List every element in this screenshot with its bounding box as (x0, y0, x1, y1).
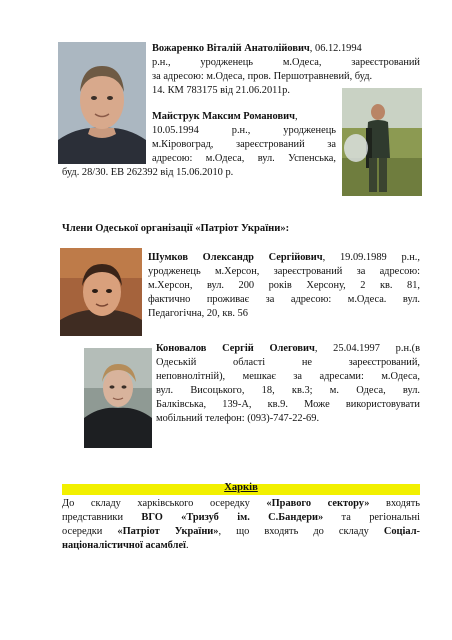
person3-line5: Педагогічна, 20, кв. 56 (148, 308, 248, 319)
kharkiv-line3: осередки «Патріот України», що входять до складу Соціал- (62, 526, 420, 537)
person1-line2: р.н., уродженець м.Одеса, зареєстрований (152, 57, 420, 68)
person2-line3: м.Кіровоград, зареєстрований за (152, 139, 336, 150)
photo-shumkov (60, 248, 142, 336)
person1-line1: Вожаренко Віталій Анатолійович, 06.12.1994 (152, 43, 362, 54)
person2-line2: 10.05.1994 р.н., уродженець (152, 125, 336, 136)
person4-line1: Коновалов Сергій Олегович, 25.04.1997 р.н.(в (156, 343, 420, 354)
person2-line5: буд. 28/30. ЕВ 262392 від 15.06.2010 р. (62, 167, 234, 178)
person4-text (156, 342, 420, 426)
person4-line3: неповнолітній), мешкає за адресами: м.Одеса, (156, 371, 420, 382)
kharkiv-line4: націоналістичної асамблеї. (62, 540, 189, 551)
kharkiv-title: Харків (224, 482, 258, 493)
person3-text (148, 251, 420, 321)
kharkiv-line1: До складу харківського осередку «Правого сектору» входять (62, 498, 421, 509)
person4-line4: вул. Висоцького, 18, кв.3; м. Одеса, вул. (156, 385, 420, 396)
person2-line4: адресою: м.Одеса, вул. Успенська, (152, 153, 336, 164)
kharkiv-line2: представники ВГО «Тризуб ім. С.Бандери» та регіональні (62, 512, 420, 523)
person3-line2: уродженець м.Херсон, зареєстрований за адресою: (148, 266, 420, 277)
person4-line6: мобільний телефон: (093)-747-22-69. (156, 413, 320, 424)
photo-maistruk (342, 88, 422, 196)
person1-name: Вожаренко Віталій Анатолійович (152, 43, 310, 54)
person1-line3: за адресою: м.Одеса, пров. Першотравневий, буд. (152, 71, 373, 82)
person3-line1: Шумков Олександр Сергійович, 19.09.1989 р.н., (148, 252, 420, 263)
kharkiv-text (62, 497, 420, 553)
photo-konovalov (84, 348, 152, 448)
person4-line2: Одеській області не зареєстрований, (156, 357, 420, 368)
photo-vozharenko (58, 42, 146, 164)
person1-line4: 14. КМ 783175 від 21.06.2011р. (152, 85, 290, 96)
person3-line3: м.Херсон, вул. 200 років Херсону, 2 кв. 81, (148, 280, 420, 291)
person2-name: Майструк Максим Романович (152, 111, 295, 122)
person3-name: Шумков Олександр Сергійович (148, 252, 323, 263)
person4-line5: Балківська, 139-А, кв.9. Може використовувати (156, 399, 420, 410)
section-heading: Члени Одеської організації «Патріот України»: (62, 223, 290, 234)
person2-line1: Майструк Максим Романович, (152, 111, 298, 122)
person2-text (152, 110, 336, 166)
person4-name: Коновалов Сергій Олегович (156, 343, 315, 354)
person3-line4: фактично проживає за адресою: м.Одеса. вул. (148, 294, 420, 305)
